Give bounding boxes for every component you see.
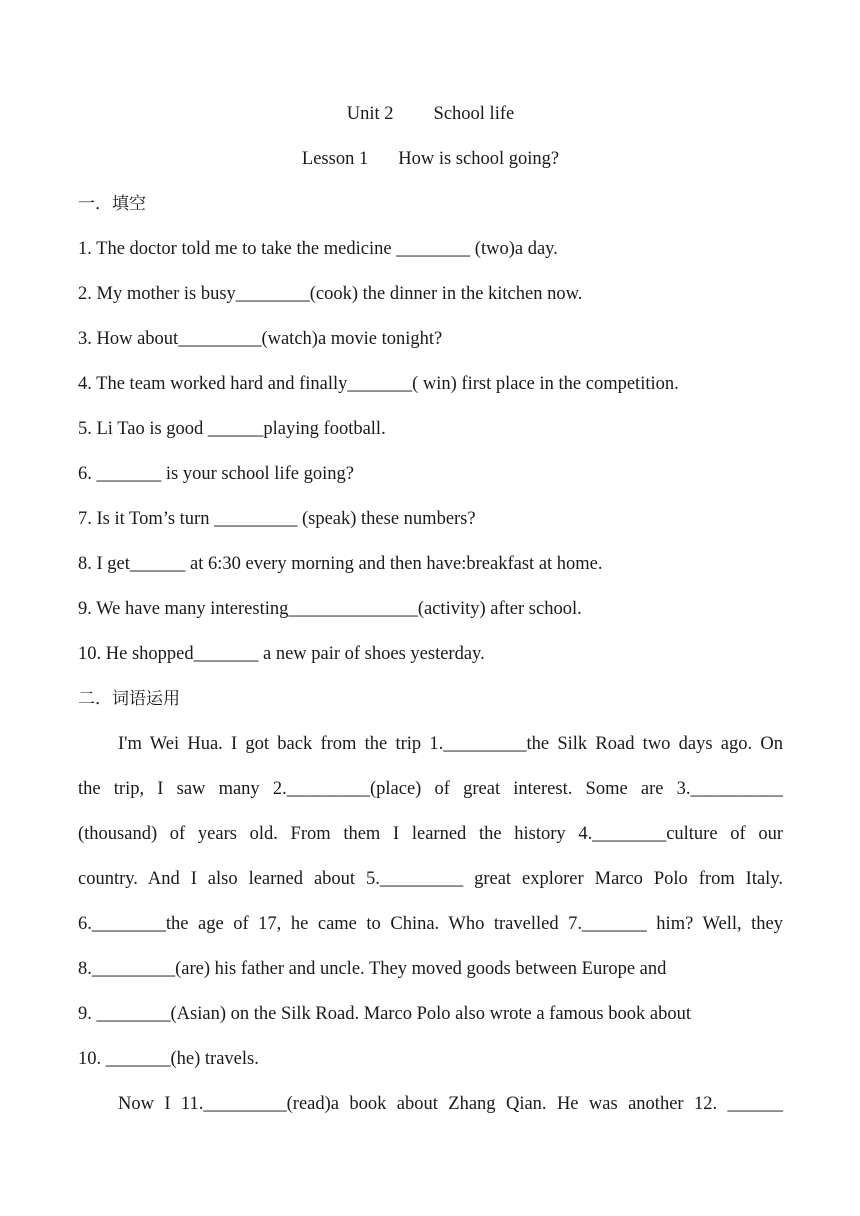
question-3: 3. How about_________(watch)a movie tonight? (78, 329, 443, 349)
section-heading-fill-blank: 一．填空 (78, 194, 146, 214)
lesson-title (78, 137, 783, 182)
document-page (78, 92, 783, 1127)
question-8: 8. I get______ at 6:30 every morning and then have:breakfast at home. (78, 554, 603, 574)
lesson-name: How is school going? (398, 149, 560, 169)
question-7: 7. Is it Tom’s turn _________ (speak) these numbers? (78, 509, 476, 529)
unit-title (78, 92, 783, 137)
passage-line-5: 6.________the age of 17, he came to China. Who travelled 7._______ him? Well, they (78, 914, 783, 934)
question-1: 1. The doctor told me to take the medicine ________ (two)a day. (78, 239, 558, 259)
passage-line-7: 9. ________(Asian) on the Silk Road. Marco Polo also wrote a famous book about (78, 1004, 691, 1024)
question-9: 9. We have many interesting______________(activity) after school. (78, 599, 582, 619)
passage-line-4: country. And I also learned about 5._________ great explorer Marco Polo from Italy. (78, 869, 783, 889)
unit-number: Unit 2 (346, 104, 394, 124)
passage-line-9: Now I 11._________(read)a book about Zhang Qian. He was another 12. ______ (118, 1094, 783, 1114)
question-2: 2. My mother is busy________(cook) the dinner in the kitchen now. (78, 284, 583, 304)
lesson-number: Lesson 1 (301, 149, 369, 169)
question-4: 4. The team worked hard and finally_______( win) first place in the competition. (78, 374, 679, 394)
passage-line-3: (thousand) of years old. From them I learned the history 4.________culture of our (78, 824, 783, 844)
passage-line-8: 10. _______(he) travels. (78, 1049, 259, 1069)
passage-line-6: 8._________(are) his father and uncle. They moved goods between Europe and (78, 959, 667, 979)
question-10: 10. He shopped_______ a new pair of shoes yesterday. (78, 644, 485, 664)
question-6: 6. _______ is your school life going? (78, 464, 354, 484)
question-5: 5. Li Tao is good ______playing football. (78, 419, 386, 439)
section-heading-word-usage: 二．词语运用 (78, 689, 180, 709)
passage-line-2: the trip, I saw many 2._________(place) of great interest. Some are 3.__________ (78, 779, 783, 799)
passage-line-1: I'm Wei Hua. I got back from the trip 1._________the Silk Road two days ago. On (118, 734, 783, 754)
unit-name: School life (433, 104, 515, 124)
